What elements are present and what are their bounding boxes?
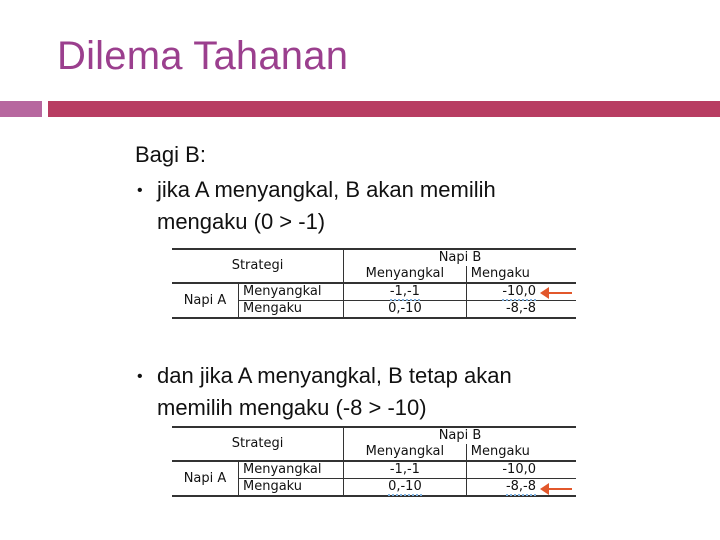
row-header-menyangkal: Menyangkal <box>239 283 344 301</box>
payoff-value: 0,-10 <box>388 301 422 316</box>
napi-b-label: Napi B <box>344 427 577 444</box>
napi-a-label: Napi A <box>172 461 239 496</box>
payoff-value: -8,-8 <box>505 479 536 494</box>
bullet-1-line-2: mengaku (0 > -1) <box>157 209 326 234</box>
strategi-label: Strategi <box>172 249 344 283</box>
arrow-left-icon <box>548 488 572 490</box>
payoff-cell <box>344 283 467 301</box>
bullet-2-line-2: memilih mengaku (-8 > -10) <box>157 395 427 420</box>
payoff-value: -8,-8 <box>505 301 536 316</box>
slide-title: Dilema Tahanan <box>57 34 349 78</box>
payoff-table-1 <box>172 248 576 319</box>
payoff-cell <box>466 461 576 479</box>
col-header-mengaku: Mengaku <box>466 266 576 283</box>
row-header-mengaku: Mengaku <box>239 301 344 319</box>
payoff-cell <box>344 301 467 319</box>
payoff-table-2 <box>172 426 576 497</box>
strategi-label: Strategi <box>172 427 344 461</box>
col-header-menyangkal: Menyangkal <box>344 444 467 461</box>
bullet-icon: • <box>137 182 143 199</box>
payoff-cell <box>344 479 467 497</box>
bullet-icon: • <box>137 368 143 385</box>
bullet-1-line-1: jika A menyangkal, B akan memilih <box>157 177 496 202</box>
row-header-menyangkal: Menyangkal <box>239 461 344 479</box>
napi-a-label: Napi A <box>172 283 239 318</box>
payoff-cell <box>466 301 576 319</box>
col-header-mengaku: Mengaku <box>466 444 576 461</box>
payoff-value: 0,-10 <box>388 479 422 494</box>
bullet-2-line-1: dan jika A menyangkal, B tetap akan <box>157 363 512 388</box>
col-header-menyangkal: Menyangkal <box>344 266 467 283</box>
arrow-left-icon <box>548 292 572 294</box>
title-accent-bar <box>48 101 720 117</box>
heading-text: Bagi B: <box>135 142 206 167</box>
payoff-value: -1,-1 <box>389 462 420 477</box>
napi-b-label: Napi B <box>344 249 577 266</box>
payoff-cell <box>344 461 467 479</box>
payoff-value: -10,0 <box>502 284 536 299</box>
row-header-mengaku: Mengaku <box>239 479 344 497</box>
title-accent-square <box>0 101 42 117</box>
payoff-value: -1,-1 <box>389 284 420 299</box>
payoff-value: -10,0 <box>502 462 536 477</box>
